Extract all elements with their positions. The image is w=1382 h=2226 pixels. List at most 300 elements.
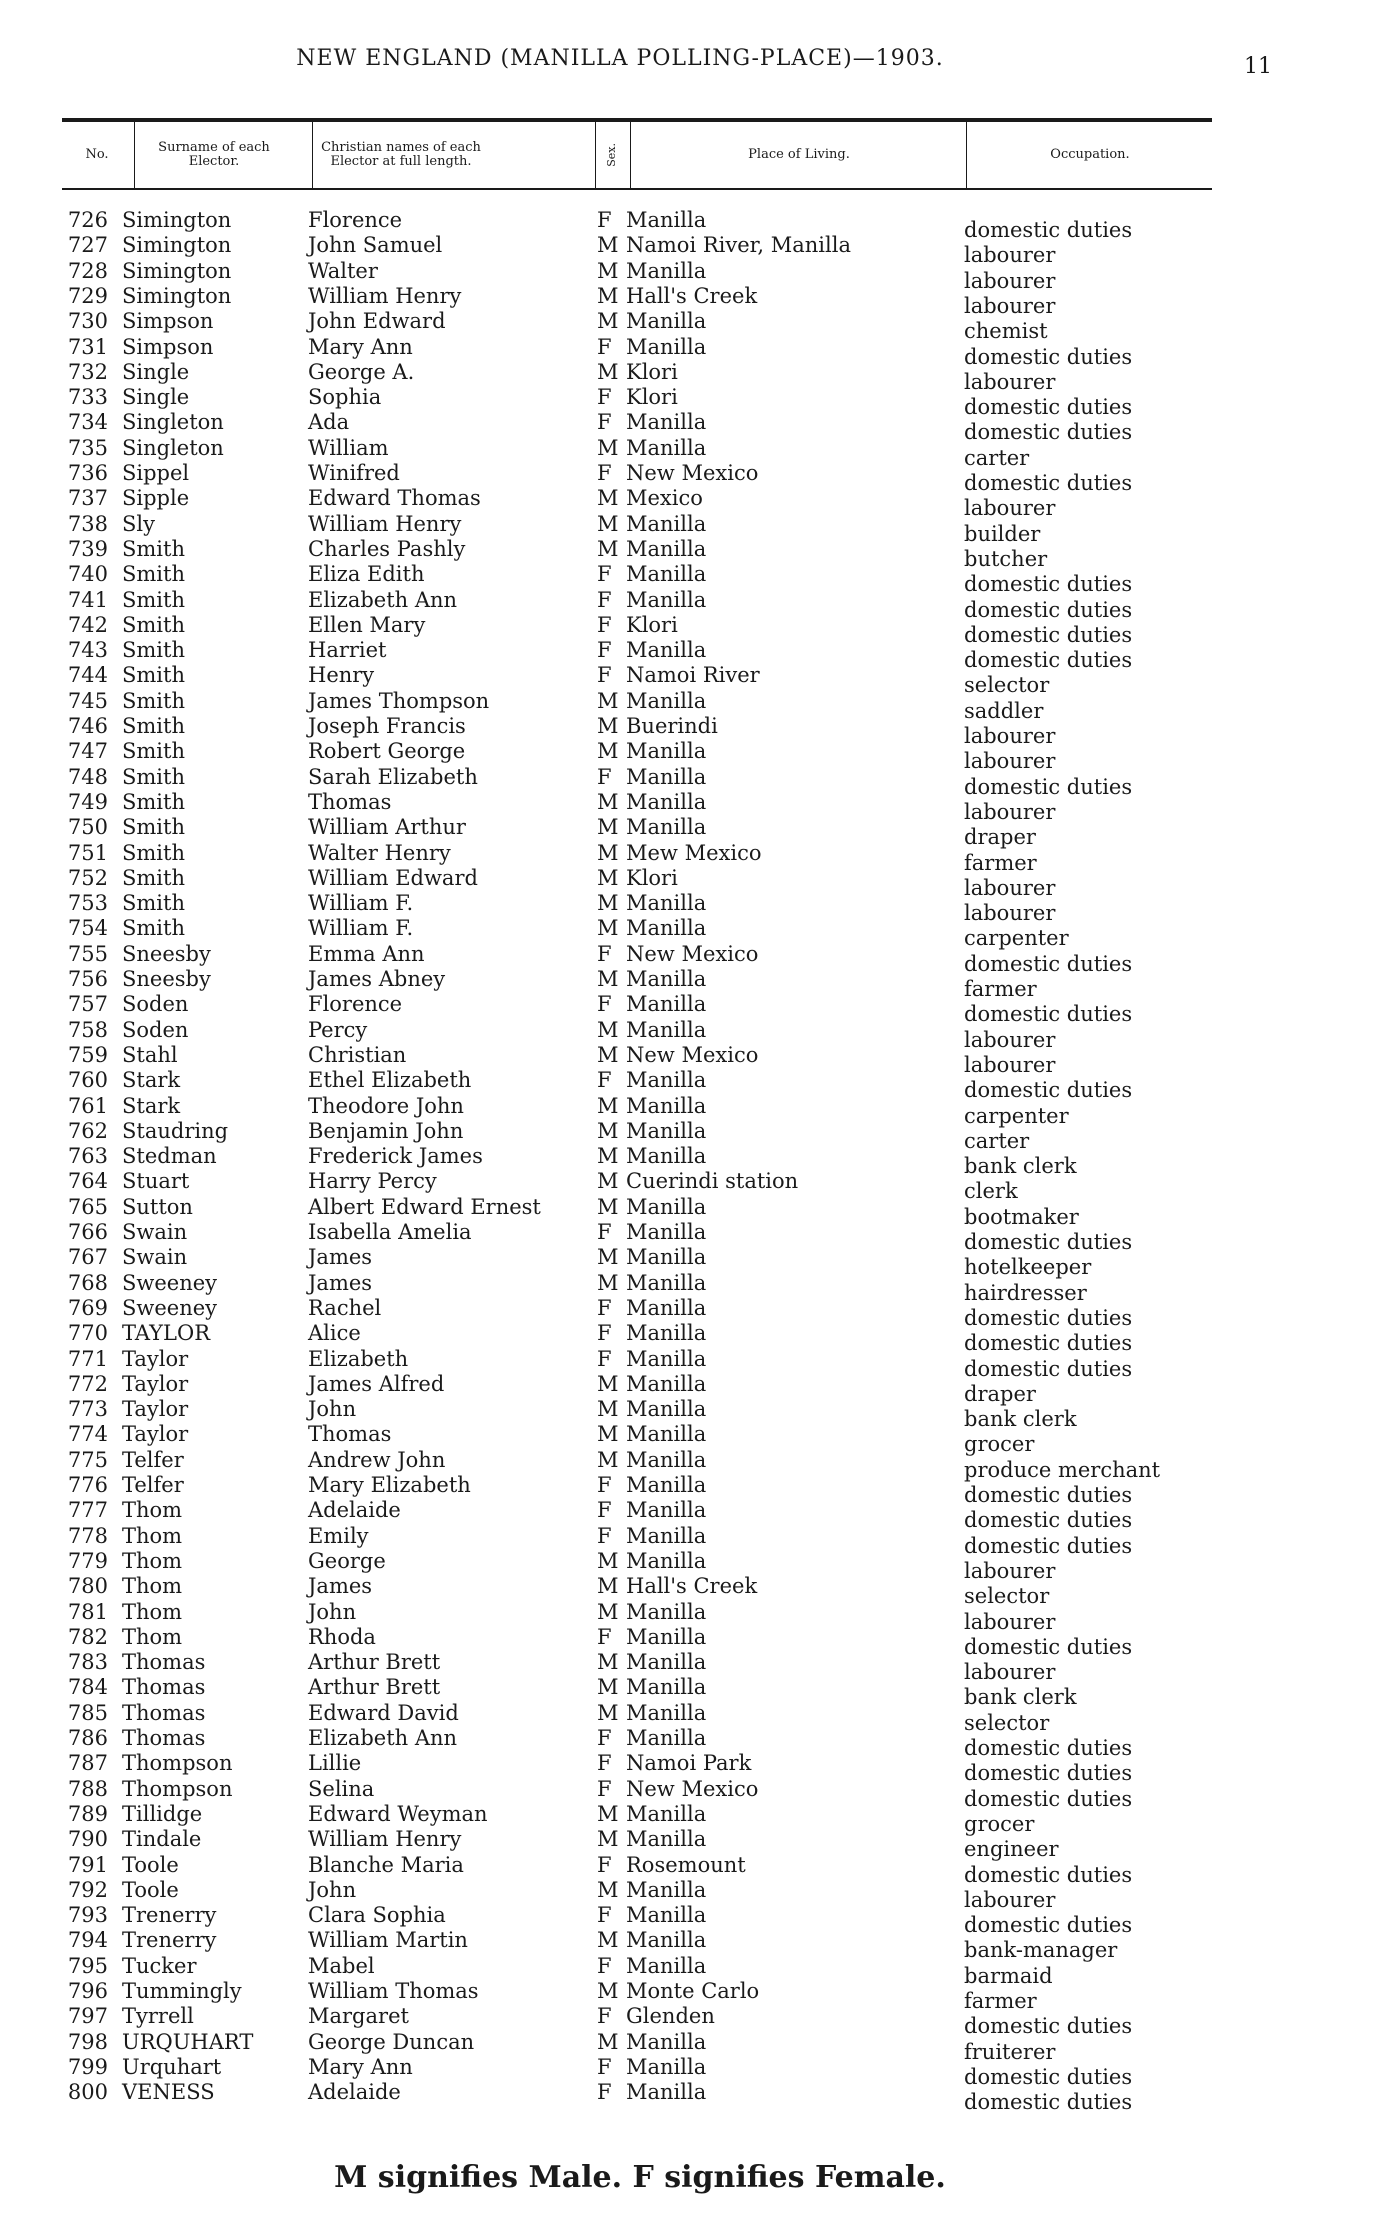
elector-place: Manilla bbox=[626, 1371, 707, 1396]
elector-number: 796 bbox=[67, 1979, 108, 2003]
elector-sex: M bbox=[597, 1194, 619, 1219]
elector-occupation: chemist bbox=[964, 319, 1048, 344]
elector-christian-names: Alice bbox=[308, 1321, 361, 1346]
elector-number: 729 bbox=[67, 283, 108, 308]
elector-surname: Toole bbox=[122, 1877, 179, 1902]
elector-place: Manilla bbox=[626, 1144, 707, 1169]
elector-sex: F bbox=[597, 1220, 612, 1244]
elector-christian-names: Rachel bbox=[308, 1295, 382, 1320]
elector-sex: M bbox=[597, 435, 619, 460]
elector-christian-names: Sophia bbox=[308, 385, 382, 410]
elector-number: 768 bbox=[67, 1270, 108, 1295]
elector-christian-names: Eliza Edith bbox=[308, 562, 425, 587]
elector-place: Namoi River bbox=[626, 663, 760, 688]
elector-place: Manilla bbox=[626, 309, 707, 334]
elector-sex: F bbox=[597, 2080, 612, 2105]
elector-occupation: domestic duties bbox=[964, 648, 1133, 673]
elector-row bbox=[0, 688, 1382, 723]
elector-place: Manilla bbox=[626, 1068, 707, 1093]
elector-row bbox=[0, 865, 1382, 900]
elector-sex: F bbox=[597, 1295, 612, 1320]
elector-occupation: domestic duties bbox=[964, 572, 1133, 597]
elector-christian-names: Edward David bbox=[308, 1700, 459, 1725]
elector-place: Manilla bbox=[626, 1473, 707, 1497]
elector-surname: Toole bbox=[122, 1852, 179, 1877]
elector-number: 761 bbox=[67, 1093, 108, 1118]
elector-sex: M bbox=[597, 1118, 619, 1143]
elector-row bbox=[0, 739, 1382, 774]
elector-row bbox=[0, 587, 1382, 622]
elector-surname: Sneesby bbox=[122, 941, 211, 966]
elector-sex: M bbox=[597, 1928, 619, 1953]
elector-surname: Tindale bbox=[122, 1827, 202, 1852]
elector-number: 756 bbox=[67, 967, 108, 991]
elector-place: Manilla bbox=[626, 1397, 707, 1422]
elector-christian-names: William F. bbox=[308, 916, 414, 941]
elector-number: 765 bbox=[67, 1194, 108, 1219]
elector-place: Klori bbox=[626, 385, 678, 410]
elector-sex: M bbox=[597, 1979, 619, 2003]
elector-sex: M bbox=[597, 1245, 619, 1270]
elector-sex: F bbox=[597, 562, 612, 587]
elector-christian-names: Mary Ann bbox=[308, 2054, 413, 2079]
elector-surname: Stark bbox=[122, 1093, 181, 1118]
elector-row bbox=[0, 2054, 1382, 2089]
elector-occupation: barmaid bbox=[964, 1963, 1053, 1988]
elector-place: New Mexico bbox=[626, 941, 759, 966]
elector-row bbox=[0, 1397, 1382, 1432]
elector-occupation: domestic duties bbox=[964, 420, 1133, 445]
elector-row bbox=[0, 1574, 1382, 1609]
elector-number: 762 bbox=[67, 1118, 108, 1143]
elector-christian-names: William F. bbox=[308, 891, 414, 916]
elector-number: 740 bbox=[67, 562, 108, 587]
elector-row bbox=[0, 1144, 1382, 1179]
page-title: NEW ENGLAND (MANILLA POLLING-PLACE)—1903. bbox=[296, 46, 944, 71]
elector-occupation: draper bbox=[964, 825, 1036, 850]
elector-place: Manilla bbox=[626, 992, 707, 1017]
elector-place: Manilla bbox=[626, 1498, 707, 1523]
elector-number: 753 bbox=[67, 891, 108, 916]
elector-christian-names: James bbox=[308, 1245, 373, 1270]
elector-row bbox=[0, 1877, 1382, 1912]
elector-place: Hall's Creek bbox=[626, 1574, 758, 1599]
header-occupation: Occupation. bbox=[1050, 146, 1130, 162]
column-divider bbox=[595, 122, 596, 188]
elector-occupation: carpenter bbox=[964, 1103, 1069, 1128]
elector-sex: M bbox=[597, 1093, 619, 1118]
elector-occupation: carter bbox=[964, 445, 1030, 470]
elector-row bbox=[0, 1979, 1382, 2013]
elector-surname: Thom bbox=[122, 1599, 183, 1624]
elector-occupation: domestic duties bbox=[964, 1913, 1133, 1938]
elector-place: Mexico bbox=[626, 486, 703, 511]
elector-christian-names: William Arthur bbox=[308, 815, 466, 840]
elector-row bbox=[0, 815, 1382, 850]
elector-sex: M bbox=[597, 891, 619, 916]
elector-surname: Sly bbox=[122, 511, 155, 536]
elector-number: 726 bbox=[67, 208, 108, 232]
elector-sex: F bbox=[597, 1624, 612, 1649]
elector-occupation: domestic duties bbox=[964, 1862, 1133, 1887]
elector-occupation: labourer bbox=[964, 1027, 1056, 1052]
elector-surname: Smith bbox=[122, 714, 185, 738]
elector-number: 775 bbox=[67, 1447, 108, 1472]
elector-occupation: domestic duties bbox=[964, 218, 1133, 242]
elector-row bbox=[0, 1118, 1382, 1153]
elector-row bbox=[0, 2029, 1382, 2064]
elector-place: Manilla bbox=[626, 638, 707, 663]
elector-christian-names: Joseph Francis bbox=[308, 714, 466, 738]
elector-number: 791 bbox=[67, 1852, 108, 1877]
elector-place: Manilla bbox=[626, 916, 707, 941]
elector-christian-names: Sarah Elizabeth bbox=[308, 764, 478, 789]
elector-place: Manilla bbox=[626, 1928, 707, 1953]
elector-surname: Simington bbox=[122, 208, 232, 232]
elector-number: 772 bbox=[67, 1371, 108, 1396]
elector-number: 747 bbox=[67, 739, 108, 764]
elector-place: Mew Mexico bbox=[626, 840, 762, 865]
elector-place: Manilla bbox=[626, 562, 707, 587]
elector-sex: M bbox=[597, 1144, 619, 1169]
elector-surname: Smith bbox=[122, 916, 185, 941]
elector-row bbox=[0, 941, 1382, 976]
elector-row bbox=[0, 764, 1382, 799]
elector-row bbox=[0, 410, 1382, 445]
elector-place: Manilla bbox=[626, 1245, 707, 1270]
elector-christian-names: William Henry bbox=[308, 283, 462, 308]
elector-place: Manilla bbox=[626, 764, 707, 789]
elector-place: Klori bbox=[626, 612, 678, 637]
elector-place: Manilla bbox=[626, 2054, 707, 2079]
elector-number: 759 bbox=[67, 1042, 108, 1067]
elector-christian-names: Percy bbox=[308, 1017, 368, 1042]
elector-christian-names: Margaret bbox=[308, 2004, 409, 2029]
elector-occupation: selector bbox=[964, 673, 1050, 698]
elector-number: 743 bbox=[67, 638, 108, 663]
elector-occupation: domestic duties bbox=[964, 1761, 1133, 1786]
elector-sex: F bbox=[597, 1776, 612, 1801]
elector-row bbox=[0, 1042, 1382, 1077]
elector-occupation: engineer bbox=[964, 1837, 1059, 1862]
elector-surname: Thomas bbox=[122, 1675, 206, 1700]
elector-row bbox=[0, 1473, 1382, 1507]
elector-place: Manilla bbox=[626, 1422, 707, 1447]
elector-row bbox=[0, 283, 1382, 318]
elector-surname: Thom bbox=[122, 1574, 183, 1599]
elector-surname: Smith bbox=[122, 587, 185, 612]
elector-number: 798 bbox=[67, 2029, 108, 2054]
elector-number: 799 bbox=[67, 2054, 108, 2079]
elector-sex: M bbox=[597, 1270, 619, 1295]
elector-number: 785 bbox=[67, 1700, 108, 1725]
elector-surname: Tyrrell bbox=[122, 2004, 194, 2029]
elector-row bbox=[0, 663, 1382, 698]
elector-sex: F bbox=[597, 410, 612, 435]
elector-place: Manilla bbox=[626, 410, 707, 435]
elector-surname: Simington bbox=[122, 258, 232, 283]
elector-christian-names: Andrew John bbox=[308, 1447, 446, 1472]
elector-place: Klori bbox=[626, 865, 678, 890]
elector-sex: M bbox=[597, 1422, 619, 1447]
elector-sex: M bbox=[597, 1371, 619, 1396]
elector-christian-names: Elizabeth Ann bbox=[308, 1726, 458, 1750]
elector-surname: Taylor bbox=[122, 1346, 189, 1371]
elector-place: Namoi Park bbox=[626, 1751, 752, 1776]
elector-row bbox=[0, 967, 1382, 1001]
elector-christian-names: Ellen Mary bbox=[308, 612, 426, 637]
elector-number: 732 bbox=[67, 359, 108, 384]
elector-christian-names: Edward Weyman bbox=[308, 1801, 488, 1826]
elector-row bbox=[0, 1447, 1382, 1482]
elector-place: Manilla bbox=[626, 688, 707, 713]
elector-surname: Smith bbox=[122, 840, 185, 865]
elector-place: Manilla bbox=[626, 1700, 707, 1725]
elector-occupation: fruiterer bbox=[964, 2039, 1056, 2064]
elector-place: Manilla bbox=[626, 1270, 707, 1295]
elector-sex: F bbox=[597, 764, 612, 789]
elector-row bbox=[0, 1751, 1382, 1786]
elector-christian-names: Walter Henry bbox=[308, 840, 451, 865]
elector-sex: F bbox=[597, 941, 612, 966]
elector-place: Manilla bbox=[626, 1726, 707, 1750]
elector-row bbox=[0, 840, 1382, 875]
elector-row bbox=[0, 1801, 1382, 1836]
elector-number: 745 bbox=[67, 688, 108, 713]
elector-christian-names: Charles Pashly bbox=[308, 536, 466, 561]
elector-occupation: labourer bbox=[964, 1558, 1056, 1583]
elector-row bbox=[0, 789, 1382, 824]
elector-occupation: labourer bbox=[964, 1052, 1056, 1077]
elector-occupation: labourer bbox=[964, 293, 1056, 318]
elector-sex: M bbox=[597, 840, 619, 865]
elector-christian-names: William Henry bbox=[308, 511, 462, 536]
elector-row bbox=[0, 1498, 1382, 1533]
elector-surname: Sneesby bbox=[122, 967, 211, 991]
elector-place: Manilla bbox=[626, 258, 707, 283]
elector-row bbox=[0, 385, 1382, 420]
elector-row bbox=[0, 1346, 1382, 1381]
elector-occupation: selector bbox=[964, 1710, 1050, 1735]
elector-number: 800 bbox=[67, 2080, 108, 2105]
elector-place: Manilla bbox=[626, 815, 707, 840]
elector-place: Klori bbox=[626, 359, 678, 384]
elector-christian-names: Florence bbox=[308, 992, 403, 1017]
header-place: Place of Living. bbox=[748, 146, 850, 162]
column-divider bbox=[312, 122, 313, 188]
elector-occupation: domestic duties bbox=[964, 395, 1133, 420]
elector-number: 781 bbox=[67, 1599, 108, 1624]
elector-christian-names: James Thompson bbox=[308, 688, 490, 713]
elector-surname: Smith bbox=[122, 739, 185, 764]
elector-sex: M bbox=[597, 739, 619, 764]
elector-sex: M bbox=[597, 1017, 619, 1042]
elector-number: 751 bbox=[67, 840, 108, 865]
elector-surname: Thomas bbox=[122, 1726, 206, 1750]
elector-place: Manilla bbox=[626, 208, 707, 232]
elector-row bbox=[0, 612, 1382, 647]
elector-surname: Soden bbox=[122, 1017, 189, 1042]
header-sex bbox=[597, 122, 627, 188]
elector-christian-names: William Edward bbox=[308, 865, 478, 890]
elector-occupation: domestic duties bbox=[964, 774, 1133, 799]
elector-number: 733 bbox=[67, 385, 108, 410]
elector-row bbox=[0, 1017, 1382, 1052]
elector-christian-names: William Martin bbox=[308, 1928, 468, 1953]
elector-row bbox=[0, 359, 1382, 394]
elector-sex: M bbox=[597, 486, 619, 511]
elector-surname: Smith bbox=[122, 865, 185, 890]
elector-row bbox=[0, 536, 1382, 571]
elector-christian-names: Adelaide bbox=[308, 1498, 401, 1523]
elector-row bbox=[0, 1776, 1382, 1811]
elector-sex: M bbox=[597, 688, 619, 713]
elector-place: Cuerindi station bbox=[626, 1169, 799, 1194]
elector-occupation: clerk bbox=[964, 1179, 1018, 1204]
elector-sex: M bbox=[597, 511, 619, 536]
elector-number: 744 bbox=[67, 663, 108, 688]
elector-surname: Thomas bbox=[122, 1650, 206, 1675]
elector-sex: F bbox=[597, 461, 612, 485]
elector-place: Manilla bbox=[626, 1295, 707, 1320]
column-divider bbox=[966, 122, 967, 188]
elector-number: 730 bbox=[67, 309, 108, 334]
elector-occupation: saddler bbox=[964, 698, 1044, 723]
elector-occupation: labourer bbox=[964, 496, 1056, 521]
elector-number: 748 bbox=[67, 764, 108, 789]
elector-number: 736 bbox=[67, 461, 108, 485]
elector-number: 787 bbox=[67, 1751, 108, 1776]
elector-occupation: domestic duties bbox=[964, 1356, 1133, 1381]
elector-place: Manilla bbox=[626, 1650, 707, 1675]
elector-christian-names: Adelaide bbox=[308, 2080, 401, 2105]
elector-place: New Mexico bbox=[626, 461, 759, 485]
elector-christian-names: Thomas bbox=[308, 789, 392, 814]
elector-number: 750 bbox=[67, 815, 108, 840]
header-bottom-rule bbox=[62, 188, 1212, 190]
elector-row bbox=[0, 208, 1382, 242]
elector-occupation: draper bbox=[964, 1381, 1036, 1406]
elector-row bbox=[0, 1295, 1382, 1330]
elector-row bbox=[0, 1068, 1382, 1103]
elector-surname: Sweeney bbox=[122, 1270, 218, 1295]
elector-occupation: domestic duties bbox=[964, 344, 1133, 369]
elector-surname: Trenerry bbox=[122, 1928, 217, 1953]
elector-surname: TAYLOR bbox=[122, 1321, 211, 1346]
column-divider bbox=[134, 122, 135, 188]
elector-sex: F bbox=[597, 1523, 612, 1548]
elector-number: 746 bbox=[67, 714, 108, 738]
elector-row bbox=[0, 562, 1382, 597]
elector-number: 764 bbox=[67, 1169, 108, 1194]
elector-occupation: carpenter bbox=[964, 926, 1069, 951]
elector-christian-names: James Alfred bbox=[308, 1371, 445, 1396]
elector-occupation: domestic duties bbox=[964, 1533, 1133, 1558]
elector-surname: Sutton bbox=[122, 1194, 193, 1219]
elector-place: New Mexico bbox=[626, 1776, 759, 1801]
elector-occupation: labourer bbox=[964, 369, 1056, 394]
elector-surname: Thom bbox=[122, 1624, 183, 1649]
elector-place: Manilla bbox=[626, 1321, 707, 1346]
elector-occupation: domestic duties bbox=[964, 597, 1133, 622]
elector-number: 767 bbox=[67, 1245, 108, 1270]
elector-row bbox=[0, 2080, 1382, 2115]
elector-number: 771 bbox=[67, 1346, 108, 1371]
elector-row bbox=[0, 1548, 1382, 1583]
elector-sex: M bbox=[597, 1599, 619, 1624]
elector-row bbox=[0, 486, 1382, 521]
elector-surname: URQUHART bbox=[122, 2029, 254, 2054]
elector-number: 770 bbox=[67, 1321, 108, 1346]
elector-christian-names: Clara Sophia bbox=[308, 1903, 446, 1928]
elector-christian-names: Albert Edward Ernest bbox=[308, 1194, 541, 1219]
elector-row bbox=[0, 1827, 1382, 1862]
elector-surname: Simpson bbox=[122, 309, 214, 334]
elector-row bbox=[0, 1169, 1382, 1204]
elector-christian-names: Emily bbox=[308, 1523, 369, 1548]
elector-occupation: labourer bbox=[964, 875, 1056, 900]
elector-occupation: domestic duties bbox=[964, 1002, 1133, 1027]
elector-sex: M bbox=[597, 2029, 619, 2054]
header-christian: Christian names of each Elector at full length. bbox=[321, 139, 481, 169]
elector-sex: F bbox=[597, 2054, 612, 2079]
elector-surname: Singleton bbox=[122, 410, 224, 435]
elector-sex: M bbox=[597, 789, 619, 814]
column-divider bbox=[630, 122, 631, 188]
elector-number: 739 bbox=[67, 536, 108, 561]
elector-christian-names: Robert George bbox=[308, 739, 466, 764]
elector-sex: F bbox=[597, 1498, 612, 1523]
elector-row bbox=[0, 1903, 1382, 1938]
elector-sex: F bbox=[597, 1953, 612, 1978]
elector-christian-names: Emma Ann bbox=[308, 941, 425, 966]
elector-sex: M bbox=[597, 233, 619, 258]
elector-number: 731 bbox=[67, 334, 108, 359]
elector-number: 797 bbox=[67, 2004, 108, 2029]
elector-occupation: carter bbox=[964, 1128, 1030, 1153]
elector-place: Manilla bbox=[626, 1523, 707, 1548]
elector-place: Manilla bbox=[626, 1346, 707, 1371]
elector-christian-names: Benjamin John bbox=[308, 1118, 464, 1143]
elector-occupation: grocer bbox=[964, 1432, 1035, 1457]
elector-row bbox=[0, 511, 1382, 546]
elector-occupation: labourer bbox=[964, 243, 1056, 268]
elector-surname: Smith bbox=[122, 612, 185, 637]
elector-occupation: domestic duties bbox=[964, 1736, 1133, 1760]
elector-sex: M bbox=[597, 1675, 619, 1700]
elector-row bbox=[0, 1953, 1382, 1988]
elector-occupation: bank clerk bbox=[964, 1407, 1077, 1432]
elector-place: Manilla bbox=[626, 1093, 707, 1118]
elector-surname: Stark bbox=[122, 1068, 181, 1093]
elector-place: Manilla bbox=[626, 1118, 707, 1143]
elector-place: Manilla bbox=[626, 2029, 707, 2054]
elector-sex: M bbox=[597, 1548, 619, 1573]
elector-number: 792 bbox=[67, 1877, 108, 1902]
elector-place: New Mexico bbox=[626, 1042, 759, 1067]
elector-surname: Urquhart bbox=[122, 2054, 222, 2079]
elector-sex: F bbox=[597, 334, 612, 359]
elector-row bbox=[0, 891, 1382, 926]
elector-occupation: domestic duties bbox=[964, 2064, 1133, 2089]
column-headers bbox=[62, 122, 1212, 188]
elector-number: 754 bbox=[67, 916, 108, 941]
elector-number: 742 bbox=[67, 612, 108, 637]
elector-row bbox=[0, 1194, 1382, 1229]
elector-christian-names: James bbox=[308, 1574, 373, 1599]
elector-number: 784 bbox=[67, 1675, 108, 1700]
elector-place: Glenden bbox=[626, 2004, 715, 2029]
